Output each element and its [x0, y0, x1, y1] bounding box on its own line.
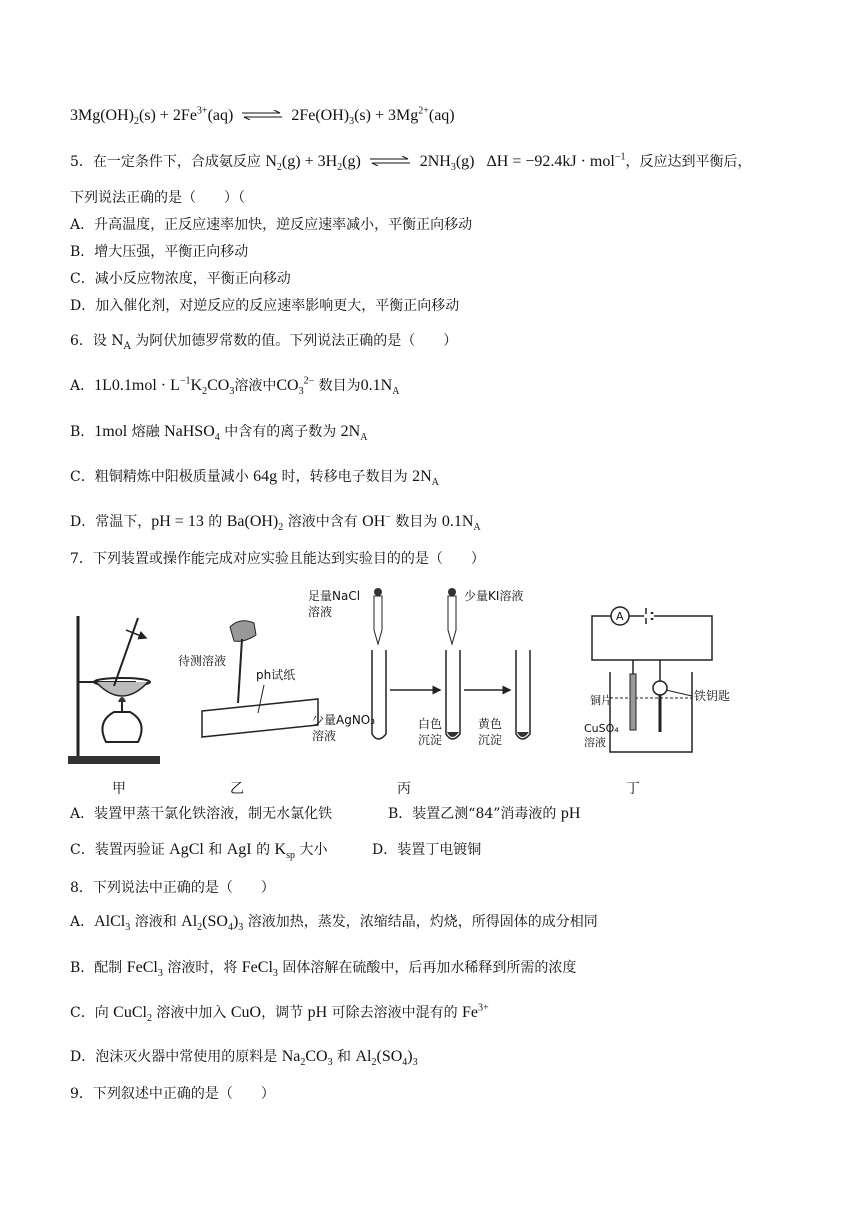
ding-cu-label: 铜片 [590, 694, 612, 707]
caption-ding: 丁 [626, 781, 640, 797]
q5-option-b: B．增大压强，平衡正向移动 [70, 244, 249, 260]
q7-options-ab [70, 804, 820, 824]
apparatus-jia-figure [66, 610, 166, 770]
equilibrium-arrow-icon [240, 106, 284, 126]
q7-stem: 7．下列装置或操作能完成对应实验且能达到实验目的的是（ ） [70, 551, 485, 567]
q6-option-b: B．1mol 熔融 NaHSO$_4$ 中含有的离子数为 $2N_A$ [70, 423, 368, 444]
yi-paper-label: ph试纸 [256, 668, 296, 682]
q8-option-c: C．向 CuCl$_2$ 溶液中加入 CuO，调节 pH 可除去溶液中混有的 $Fe^{3+}$ [70, 1002, 489, 1025]
q5-option-a: A．升高温度，正反应速率加快，逆反应速率减小，平衡正向移动 [70, 217, 473, 233]
equation-line: $3Mg(OH)_2(s) + 2Fe^{3+}(aq) 2Fe(OH)_3(s) + 3Mg^{2+}(aq)$ [70, 105, 455, 128]
ding-key-label: 铁钥匙 [694, 689, 731, 703]
q7-option-b: B．装置乙测“84”消毒液的 pH [388, 805, 581, 822]
bing-nacl-label-2: 溶液 [308, 605, 333, 619]
bing-white-label-1: 白色 [418, 717, 443, 731]
q6-option-c: C．粗铜精炼中阳极质量减小 64g 时，转移电子数目为 $2N_A$ [70, 468, 439, 489]
q8-option-a: A．AlCl$_3$ 溶液和 $Al_2(SO_4)_3$ 溶液加热，蒸发，浓缩结晶，灼烧，所得固体的成分相同 [70, 913, 598, 934]
ding-cuso4-label-1: CuSO₄ [584, 722, 619, 735]
bing-white-label-2: 沉淀 [418, 733, 443, 747]
ding-cuso4-label-2: 溶液 [584, 736, 606, 749]
equilibrium-arrow-icon [368, 152, 412, 172]
q6-stem: 6．设 $N_A$ 为阿伏加德罗常数的值。下列说法正确的是（ ） [70, 333, 458, 352]
caption-jia: 甲 [112, 781, 126, 797]
bing-yellow-label-2: 沉淀 [478, 733, 503, 747]
apparatus-ding-figure [580, 606, 780, 766]
q5-stem: 5．在一定条件下，合成氨反应 $N_2(g) + 3H_2(g)$ $2NH_3(g)$ ΔH = −92.4kJ · mol$^{-1}$，反应达到平衡后， [70, 151, 752, 174]
ammeter-label: A [616, 610, 624, 623]
bing-yellow-label-1: 黄色 [478, 717, 503, 731]
q5-option-d: D．加入催化剂，对逆反应的反应速率影响更大，平衡正向移动 [70, 298, 460, 314]
apparatus-yi-figure [176, 615, 326, 765]
bing-agno3-label-2: 溶液 [312, 729, 337, 743]
q6-option-d: D．常温下，pH = 13 的 $Ba(OH)_2$ 溶液中含有 OH− 数目为 $0.1N_A$ [70, 511, 481, 534]
q5-option-c: C．减小反应物浓度，平衡正向移动 [70, 271, 291, 287]
q8-option-d: D．泡沫灭火器中常使用的原料是 $Na_2CO_3$ 和 $Al_2(SO_4)_3$ [70, 1048, 418, 1069]
q8-option-b: B．配制 FeCl$_3$ 溶液时，将 FeCl$_3$ 固体溶解在硫酸中，后再加水稀释到所需的浓度 [70, 959, 577, 980]
q7-option-c: C．装置丙验证 AgCl 和 AgI 的 $K_{sp}$ 大小 [70, 841, 328, 862]
yi-liquid-label: 待测溶液 [178, 654, 227, 668]
q8-stem: 8．下列说法中正确的是（ ） [70, 880, 275, 896]
bing-nacl-label-1: 足量NaCl [308, 589, 361, 603]
q6-option-a: A．$1L0.1mol \cdot L^{-1}K_2CO_3$溶液中$CO_3^{2-}$ 数目为$0.1N_A$ [70, 375, 400, 398]
q9-stem: 9．下列叙述中正确的是（ ） [70, 1086, 275, 1102]
apparatus-bing-figure [306, 584, 566, 774]
q7-options-cd [70, 840, 820, 860]
q7-option-a: A．装置甲蒸干氯化铁溶液，制无水氯化铁 [70, 806, 333, 822]
bing-ki-label: 少量KI溶液 [464, 589, 524, 603]
q5-stem-cont: 下列说法正确的是（ ）（ [70, 190, 245, 206]
q7-option-d: D．装置丁电镀铜 [372, 842, 482, 858]
caption-bing: 丙 [397, 781, 411, 797]
bing-agno3-label-1: 少量AgNO₃ [312, 713, 376, 727]
caption-yi: 乙 [230, 781, 244, 797]
